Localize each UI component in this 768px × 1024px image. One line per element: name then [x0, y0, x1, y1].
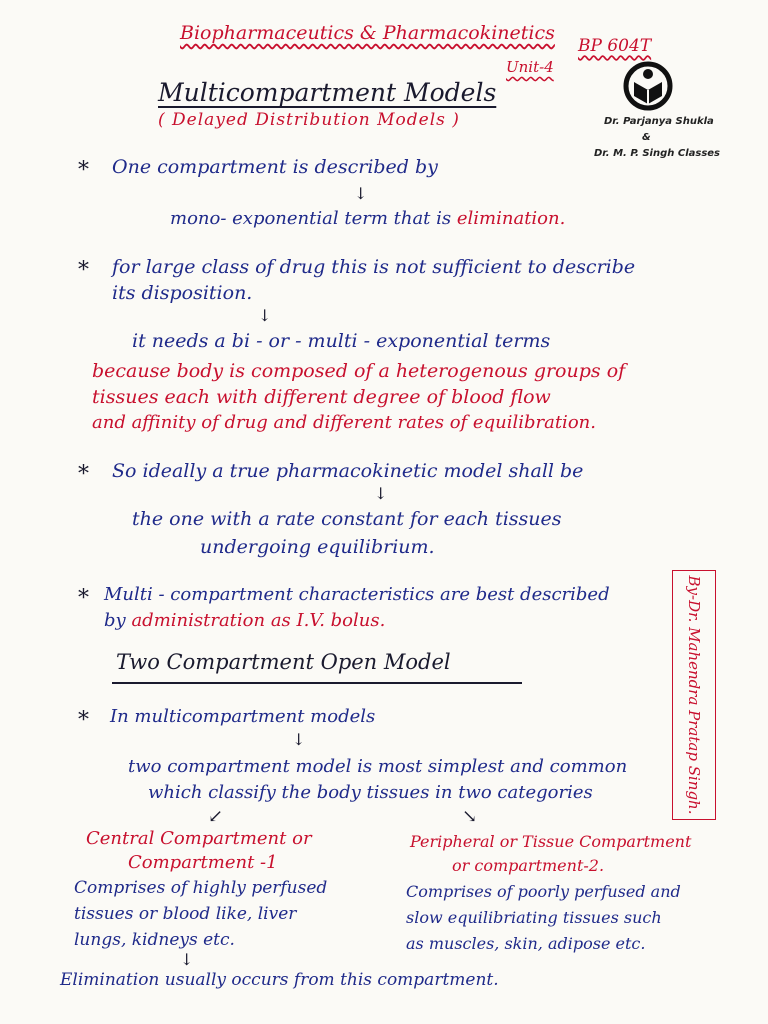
- peripheral-title-2: or compartment-2.: [452, 856, 605, 875]
- arrow-right-down-icon: ↘: [462, 806, 478, 827]
- bullet-3-text: So ideally a true pharmacokinetic model shall be: [112, 460, 584, 482]
- arrow-down-icon: ↓: [354, 184, 368, 203]
- bullet-4-by: by: [104, 610, 126, 631]
- bullet-4-line-1: Multi - compartment characteristics are best described: [104, 584, 610, 605]
- credit-line-1: Dr. Parjanya Shukla: [604, 116, 714, 127]
- peripheral-title-1: Peripheral or Tissue Compartment: [410, 832, 692, 851]
- central-title-2: Compartment -1: [128, 852, 278, 873]
- page-header-title: Biopharmaceutics & Pharmacokinetics: [180, 22, 555, 44]
- classes-logo-icon: [622, 60, 674, 112]
- bullet-1-result-text: mono- exponential term that is: [170, 208, 452, 229]
- bullet-3-result-2: undergoing equilibrium.: [200, 536, 435, 558]
- bullet-2-line-1: for large class of drug this is not sufficient to describe: [112, 256, 636, 278]
- arrow-down-icon: ↓: [258, 306, 272, 325]
- bullet-1-result: [170, 208, 565, 229]
- bullet-1-text: One compartment is described by: [112, 156, 438, 178]
- credit-line-2: &: [642, 132, 651, 143]
- bullet-2-reason-line-3: and affinity of drug and different rates of equilibration.: [92, 412, 596, 433]
- central-title-1: Central Compartment or: [86, 828, 312, 849]
- bullet-1-result-red: elimination.: [456, 208, 566, 229]
- author-side-note-box: [672, 570, 716, 820]
- central-desc-2: tissues or blood like, liver: [74, 904, 297, 924]
- bullet-4-line-2: [104, 610, 385, 631]
- unit-label: Unit-4: [506, 58, 554, 76]
- bullet-star: *: [78, 158, 89, 183]
- peripheral-desc-2: slow equilibriating tissues such: [406, 908, 662, 927]
- bullet-4-red: administration as I.V. bolus.: [131, 610, 386, 631]
- arrow-down-icon: ↓: [292, 730, 306, 749]
- bullet-3-result-1: the one with a rate constant for each tissues: [132, 508, 562, 530]
- bullet-2-line-2: its disposition.: [112, 282, 253, 304]
- central-desc-3: lungs, kidneys etc.: [74, 930, 235, 950]
- bullet-star: *: [78, 708, 89, 733]
- central-desc-1: Comprises of highly perfused: [74, 878, 328, 898]
- section-2-result-2: which classify the body tissues in two categories: [148, 782, 593, 803]
- course-code: BP 604T: [578, 36, 652, 56]
- bullet-star: *: [78, 586, 89, 611]
- peripheral-desc-3: as muscles, skin, adipose etc.: [406, 934, 646, 953]
- author-side-note: By-Dr. Mahendra Pratap Singh.: [685, 575, 703, 815]
- peripheral-desc-1: Comprises of poorly perfused and: [406, 882, 681, 901]
- sub-heading: ( Delayed Distribution Models ): [158, 110, 460, 130]
- section-2-bullet-1: In multicompartment models: [110, 706, 376, 727]
- bullet-star: *: [78, 258, 89, 283]
- bullet-2-reason-line-2: tissues each with different degree of blood flow: [92, 386, 551, 408]
- credit-line-3: Dr. M. P. Singh Classes: [594, 148, 721, 159]
- bullet-2-reason-line-1: because body is composed of a heterogenous groups of: [92, 360, 626, 382]
- section-2-underline: [112, 682, 522, 684]
- bullet-2-result: it needs a bi - or - multi - exponential terms: [132, 330, 551, 352]
- arrow-down-icon: ↓: [374, 484, 388, 503]
- arrow-down-icon: ↓: [180, 950, 194, 969]
- bullet-star: *: [78, 462, 89, 487]
- main-heading: Multicompartment Models: [158, 78, 497, 107]
- section-2-result-1: two compartment model is most simplest and common: [128, 756, 628, 777]
- section-2-heading: Two Compartment Open Model: [116, 650, 451, 674]
- elimination-note: Elimination usually occurs from this compartment.: [60, 970, 499, 990]
- arrow-left-down-icon: ↙: [208, 806, 224, 827]
